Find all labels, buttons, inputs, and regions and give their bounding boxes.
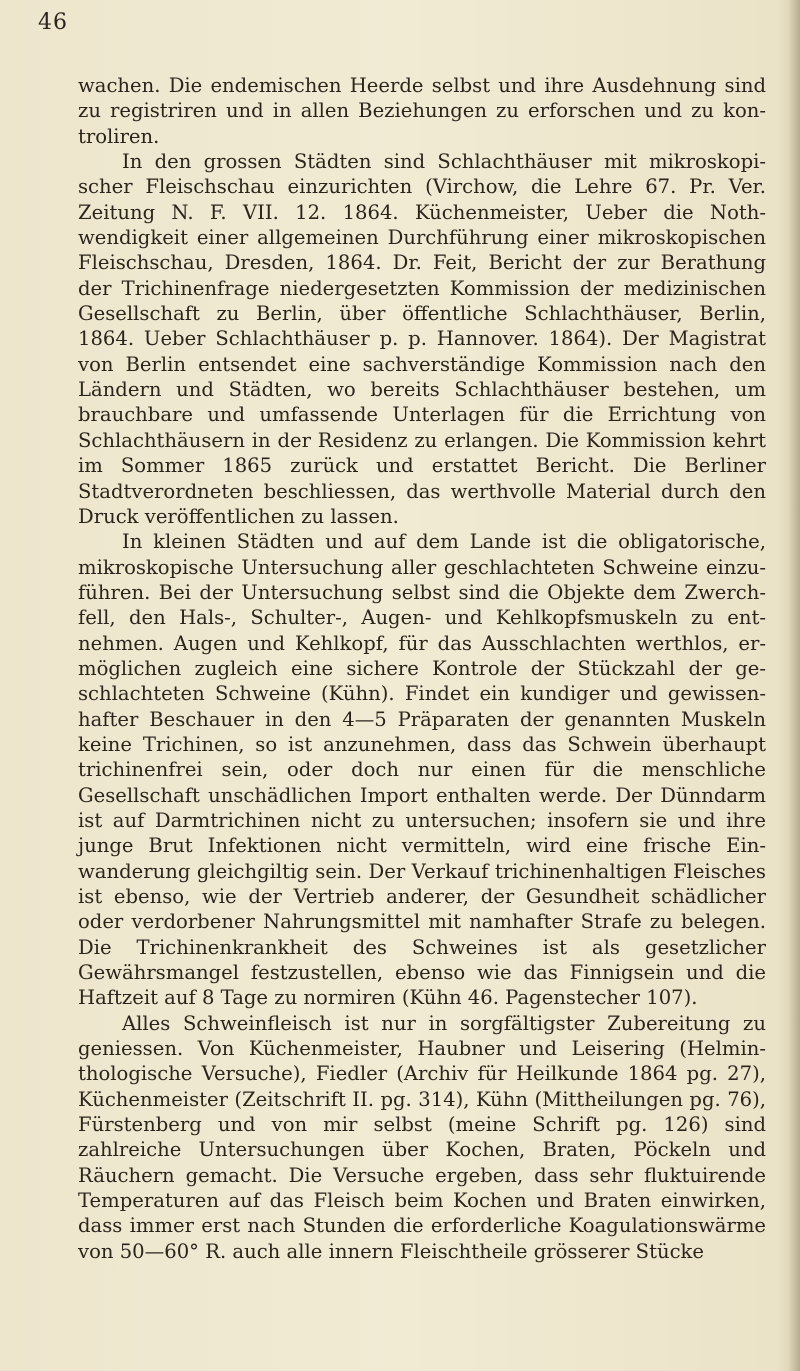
page-edge-shadow: [788, 0, 800, 1371]
body-text: [78, 73, 766, 1264]
paragraph-4: Alles Schweinfleisch ist nur in sorgfältigster Zubereitung zu geniessen. Von Küchenmeister, Haubner und Leisering (Helminthologische Versuche), Fiedler (Archiv für Heilkunde 1864 pg. 27), Küchenmeister (Zeitschrift II. pg. 314), Kühn (Mittheilungen pg. 76), Fürstenberg und von mir selbst (meine Schrift pg. 126) sind zahlreiche Untersuchungen über Kochen, Braten, Pöckeln und Räuchern gemacht. Die Versuche ergeben, dass sehr fluktuirende Temperaturen auf das Fleisch beim Kochen und Braten einwirken, dass immer erst nach Stunden die erforderliche Koagulationswärme von 50—60° R. auch alle innern Fleischtheile grösserer Stücke: [78, 1011, 766, 1263]
paragraph-1: wachen. Die endemischen Heerde selbst und ihre Ausdehnung sind zu registriren und in allen Beziehungen zu erforschen und zu kontroliren.: [78, 74, 766, 148]
paragraph-2: In den grossen Städten sind Schlachthäuser mit mikroskopischer Fleischschau einzurichten (Virchow, die Lehre 67. Pr. Ver. Zeitung N. F. VII. 12. 1864. Küchenmeister, Ueber die Nothwendigkeit einer allgemeinen Durchführung einer mikroskopischen Fleischschau, Dresden, 1864. Dr. Feit, Bericht der zur Berathung der Trichinenfrage niedergesetzten Kommission der medizinischen Gesellschaft zu Berlin, über öffentliche Schlachthäuser, Berlin, 1864. Ueber Schlachthäuser p. p. Hannover. 1864). Der Magistrat von Berlin entsendet eine sachverständige Kommission nach den Ländern und Städten, wo bereits Schlachthäuser bestehen, um brauchbare und umfassende Unterlagen für die Errichtung von Schlachthäusern in der Residenz zu erlangen. Die Kommission kehrt im Sommer 1865 zurück und erstattet Bericht. Die Berliner Stadtverordneten beschliessen, das werthvolle Material durch den Druck veröffentlichen zu lassen.: [78, 150, 766, 528]
paragraph-3: In kleinen Städten und auf dem Lande ist die obligatorische, mikroskopische Untersuchung aller geschlachteten Schweine einzuführen. Bei der Untersuchung selbst sind die Objekte dem Zwerchfell, den Hals-, Schulter-, Augen- und Kehlkopfsmuskeln zu entnehmen. Augen und Kehlkopf, für das Ausschlachten werthlos, ermöglichen zugleich eine sichere Kontrole der Stückzahl der geschlachteten Schweine (Kühn). Findet ein kundiger und gewissenhafter Beschauer in den 4—5 Präparaten der genannten Muskeln keine Trichinen, so ist anzunehmen, dass das Schwein überhaupt trichinenfrei sein, oder doch nur einen für die menschliche Gesellschaft unschädlichen Import enthalten werde. Der Dünndarm ist auf Darmtrichinen nicht zu untersuchen; insofern sie und ihre junge Brut Infektionen nicht vermitteln, wird eine frische Einwanderung gleichgiltig sein. Der Verkauf trichinenhaltigen Fleisches ist ebenso, wie der Vertrieb anderer, der Gesundheit schädlicher oder verdorbener Nahrungsmittel mit namhafter Strafe zu belegen. Die Trichinenkrankheit des Schweines ist als gesetzlicher Gewährsmangel festzustellen, ebenso wie das Finnigsein und die Haftzeit auf 8 Tage zu normiren (Kühn 46. Pagenstecher 107).: [78, 530, 766, 1010]
page-number: 46: [38, 10, 68, 35]
